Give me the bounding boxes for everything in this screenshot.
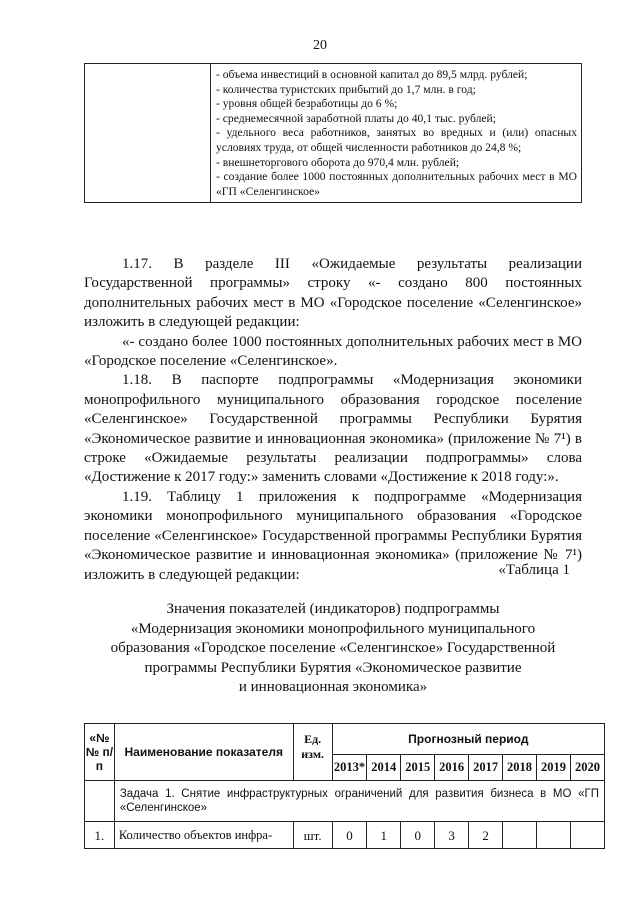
year-header: 2015 <box>401 754 435 780</box>
continued-table <box>84 63 582 203</box>
paragraph-quote: «- создано более 1000 постоянных дополнительных рабочих мест в МО «Городское поселение «Селенгинское». <box>84 333 582 370</box>
caption-line: и инновационная экономика» <box>238 679 428 695</box>
result-item: - объема инвестиций в основной капитал до 89,5 млрд. рублей; <box>216 68 528 81</box>
row-value <box>503 822 537 849</box>
header-forecast-period: Прогнозный период <box>332 724 604 755</box>
indicators-table <box>84 723 605 849</box>
paragraph-1-17: 1.17. В разделе III «Ожидаемые результаты реализации Государственной программы» строку «- создано 800 постоянных дополнительных рабочих мест в МО «Городское поселение «Селенгинское» изложить в следующей редакции: <box>84 256 582 331</box>
task-row-empty-cell <box>85 781 115 822</box>
paragraph-1-19: 1.19. Таблицу 1 приложения к подпрограмме «Модернизация экономики монопрофильного муниципального образования «Городское поселение «Селенгинское» Государственной программы Республики Бурятия «Экономическое развитие и инновационная экономика» (приложение № 7¹) изложить в следующей редакции: <box>84 488 582 583</box>
caption-line: программы Республики Бурятия «Экономическое развитие <box>144 659 522 676</box>
page-number: 20 <box>313 38 327 53</box>
row-value: 0 <box>401 822 435 849</box>
expected-results-cell <box>211 64 582 203</box>
body-text <box>84 255 582 585</box>
result-item: - внешнеторгового оборота до 970,4 млн. рублей; <box>216 155 460 169</box>
row-value: 3 <box>435 822 469 849</box>
result-item: - создание более 1000 постоянных дополнительных рабочих мест в МО «ГП «Селенгинское» <box>216 170 577 198</box>
row-unit: шт. <box>293 822 332 849</box>
header-number: «№№ п/п <box>85 724 115 781</box>
caption-line: «Модернизация экономики монопрофильного муниципального <box>130 620 536 637</box>
year-header: 2017 <box>469 754 503 780</box>
year-header: 2014 <box>367 754 401 780</box>
table-reference: «Таблица 1 <box>498 562 570 578</box>
result-item: - количества туристских прибытий до 1,7 млн. в год; <box>216 82 476 96</box>
header-unit: Ед. изм. <box>293 724 332 781</box>
row-value: 1 <box>367 822 401 849</box>
row-value <box>570 822 604 849</box>
result-item: - уровня общей безработицы до 6 %; <box>216 97 398 111</box>
row-number: 1. <box>85 822 115 849</box>
result-item: - удельного веса работников, занятых во вредных и (или) опасных условиях труда, от общей численности работников до 24,8 %; <box>216 126 577 154</box>
empty-left-cell <box>85 64 211 203</box>
caption-line: Значения показателей (индикаторов) подпрограммы <box>166 601 500 617</box>
year-header: 2016 <box>435 754 469 780</box>
row-value: 2 <box>469 822 503 849</box>
year-header: 2020 <box>570 754 604 780</box>
row-value <box>536 822 570 849</box>
task-row: Задача 1. Снятие инфраструктурных ограничений для развития бизнеса в МО «ГП «Селенгинское» <box>114 781 604 822</box>
table-caption <box>84 600 582 698</box>
row-indicator-name: Количество объектов инфра- <box>114 822 293 849</box>
result-item: - среднемесячной заработной платы до 40,1 тыс. рублей; <box>216 111 496 125</box>
paragraph-1-18: 1.18. В паспорте подпрограммы «Модернизация экономики монопрофильного муниципального образования городское поселение «Селенгинское» Государственной программы Республики Бурятия «Экономическое развитие и инновационная экономика» (приложение № 7¹) в строке «Ожидаемые результаты реализации подпрограммы» слова «Достижение к 2017 году:» заменить словами «Достижение к 2018 году:». <box>84 372 582 486</box>
caption-line: образования «Городское поселение «Селенгинское» Государственной <box>110 640 556 656</box>
year-header: 2013* <box>332 754 367 780</box>
header-indicator-name: Наименование показателя <box>114 724 293 781</box>
row-value: 0 <box>332 822 367 849</box>
year-header: 2019 <box>536 754 570 780</box>
year-header: 2018 <box>503 754 537 780</box>
